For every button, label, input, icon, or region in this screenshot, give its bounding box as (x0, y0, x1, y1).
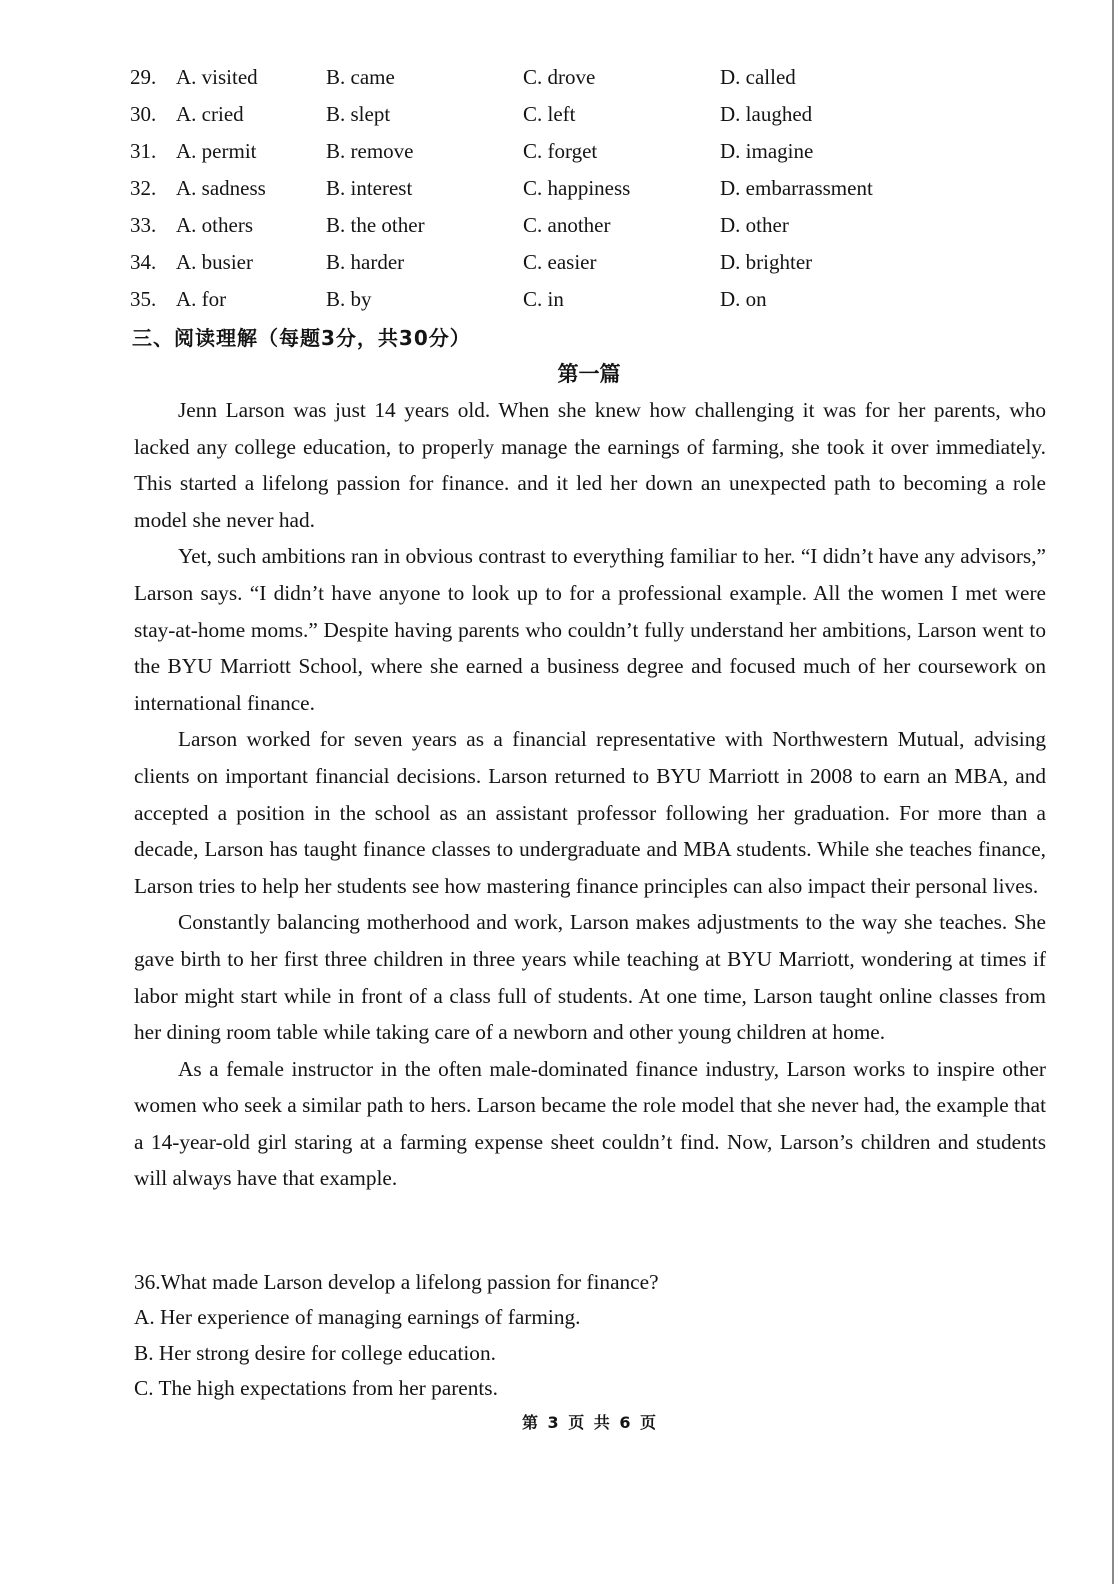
option-row-32 (130, 173, 1030, 210)
question-number: 31. (130, 139, 157, 163)
choice-c: C. in (523, 287, 564, 311)
question-number: 30. (130, 102, 157, 126)
question-number: 35. (130, 287, 157, 311)
option-row-35 (130, 284, 1030, 321)
passage-title: 第一篇 (557, 362, 621, 386)
option-row-30 (130, 99, 1030, 136)
choice-b: B. slept (326, 102, 391, 126)
choice-a: A. for (176, 287, 227, 311)
choice-c: C. drove (523, 65, 596, 89)
choice-d: D. other (720, 213, 789, 237)
choice-b: B. came (326, 65, 395, 89)
option-row-34 (130, 247, 1030, 284)
choice-d: D. laughed (720, 102, 813, 126)
passage-paragraph: Yet, such ambitions ran in obvious contrast to everything familiar to her. “I didn’t have any advisors,” Larson says. “I didn’t have anyone to look up to for a professional example. All the women I met were stay-at-home moms.” Despite having parents who couldn’t fully understand her ambitions, Larson went to the BYU Marriott School, where she earned a business degree and focused much of her coursework on international finance. (134, 544, 1046, 715)
choice-b: B. harder (326, 250, 405, 274)
question-number: 34. (130, 250, 157, 274)
choice-a: A. busier (176, 250, 253, 274)
choice-b: B. remove (326, 139, 414, 163)
passage-paragraph: Larson worked for seven years as a financial representative with Northwestern Mutual, advising clients on important financial decisions. Larson returned to BYU Marriott in 2008 to earn an MBA, and accepted a position in the school as an assistant professor following her graduation. For more than a decade, Larson has taught finance classes to undergraduate and MBA students. While she teaches finance, Larson tries to help her students see how mastering finance principles can also impact their personal lives. (134, 727, 1046, 898)
cloze-options (130, 62, 1030, 321)
choice-c: C. happiness (523, 176, 631, 200)
choice-b: B. the other (326, 213, 425, 237)
choice-a: A. permit (176, 139, 257, 163)
question-number: 29. (130, 65, 157, 89)
scan-edge-line (1112, 0, 1114, 1584)
choice-d: D. brighter (720, 250, 813, 274)
option-row-31 (130, 136, 1030, 173)
choice-c: C. forget (523, 139, 598, 163)
question-number: 32. (130, 176, 157, 200)
answer-choice-b: B. Her strong desire for college education. (134, 1340, 496, 1365)
choice-a: A. sadness (176, 176, 266, 200)
reading-passage (134, 392, 1046, 1197)
section-heading: 三、阅读理解（每题3分，共30分） (132, 326, 471, 350)
choice-b: B. interest (326, 176, 413, 200)
choice-d: D. called (720, 65, 796, 89)
choice-d: D. on (720, 287, 767, 311)
choice-d: D. imagine (720, 139, 814, 163)
choice-a: A. visited (176, 65, 258, 89)
passage-paragraph: As a female instructor in the often male-dominated finance industry, Larson works to inspire other women who seek a similar path to hers. Larson became the role model that she never had, the example that a 14-year-old girl staring at a farming expense sheet couldn’t find. Now, Larson’s children and students will always have that example. (134, 1056, 1046, 1191)
option-row-33 (130, 210, 1030, 247)
option-row-29 (130, 62, 1030, 99)
answer-choice-c: C. The high expectations from her parents. (134, 1376, 498, 1401)
choice-b: B. by (326, 287, 372, 311)
question-36 (134, 1265, 1046, 1407)
choice-a: A. others (176, 213, 253, 237)
choice-d: D. embarrassment (720, 176, 873, 200)
choice-c: C. another (523, 213, 611, 237)
passage-paragraph: Jenn Larson was just 14 years old. When she knew how challenging it was for her parents, who lacked any college education, to properly manage the earnings of farming, she took it over immediately. This started a lifelong passion for finance. and it led her down an unexpected path to becoming a role model she never had. (134, 398, 1046, 532)
passage-paragraph: Constantly balancing motherhood and work, Larson makes adjustments to the way she teaches. She gave birth to her first three children in three years while teaching at BYU Marriott, wondering at times if labor might start while in front of a class full of students. At one time, Larson taught online classes from her dining room table while taking care of a newborn and other young children at home. (134, 910, 1046, 1045)
choice-c: C. easier (523, 250, 597, 274)
question-number: 33. (130, 213, 157, 237)
question-stem: 36.What made Larson develop a lifelong passion for finance? (134, 1270, 659, 1294)
choice-a: A. cried (176, 102, 244, 126)
answer-choice-a: A. Her experience of managing earnings of farming. (134, 1305, 581, 1330)
page-number-footer: 第 3 页 共 6 页 (521, 1413, 657, 1432)
choice-c: C. left (523, 102, 576, 126)
